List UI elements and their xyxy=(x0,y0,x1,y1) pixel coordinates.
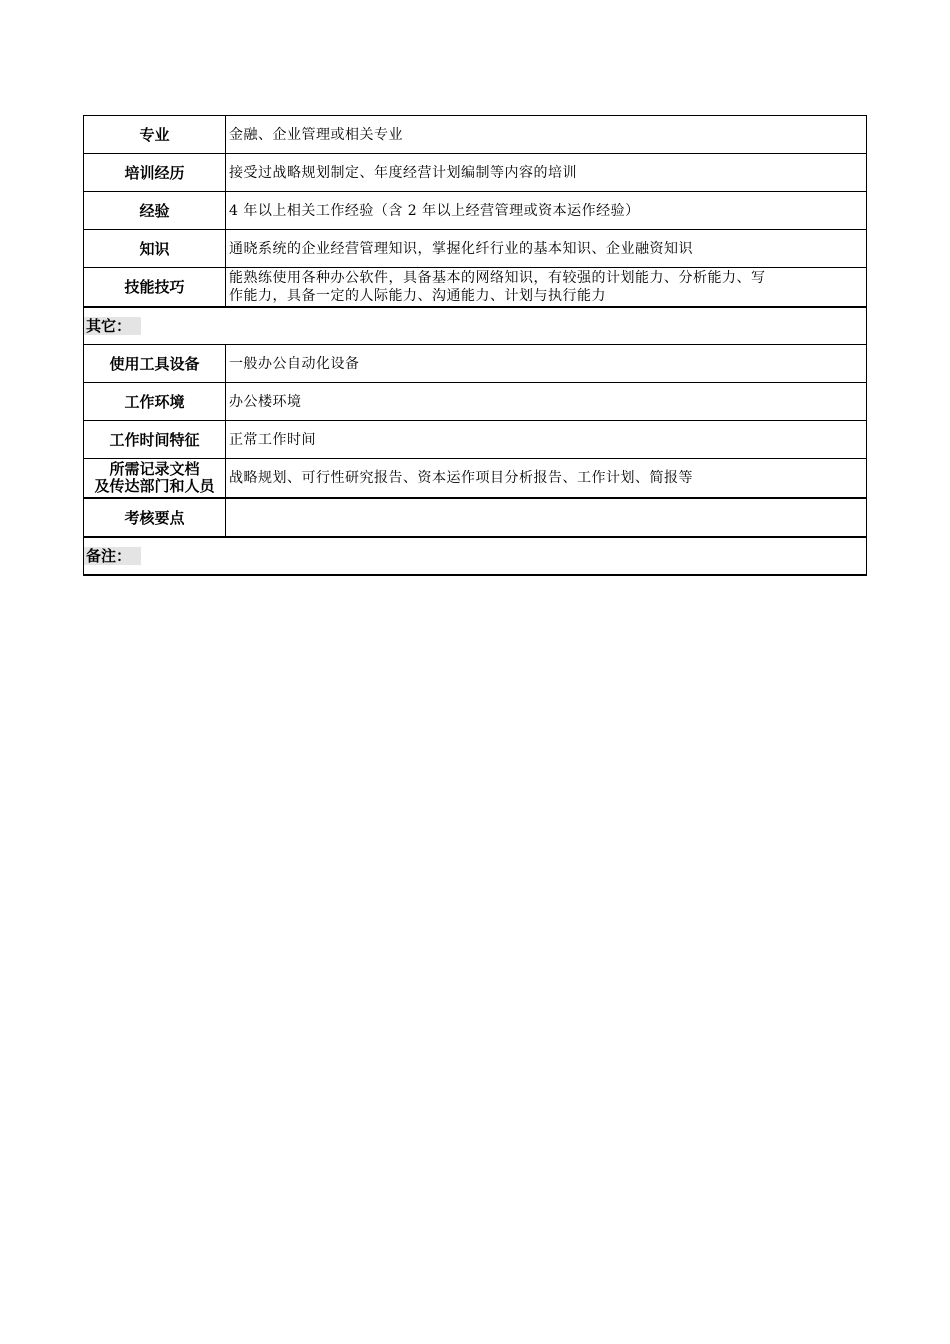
documents-value: 战略规划、可行性研究报告、资本运作项目分析报告、工作计划、简报等 xyxy=(226,459,867,499)
skills-value-line-1: 能熟练使用各种办公软件，具备基本的网络知识，有较强的计划能力、分析能力、写 xyxy=(229,270,766,286)
job-requirements-table xyxy=(83,115,867,576)
major-value: 金融、企业管理或相关专业 xyxy=(226,116,867,154)
documents-label-line-2: 及传达部门和人员 xyxy=(94,477,215,495)
row-tools xyxy=(84,345,867,383)
other-section-label: 其它： xyxy=(84,317,141,335)
tools-label: 使用工具设备 xyxy=(84,345,226,383)
skills-label: 技能技巧 xyxy=(84,268,226,308)
training-label: 培训经历 xyxy=(84,154,226,192)
experience-label: 经验 xyxy=(84,192,226,230)
row-training xyxy=(84,154,867,192)
remarks-section-label: 备注： xyxy=(84,547,141,565)
other-section-header xyxy=(84,307,867,345)
training-value: 接受过战略规划制定、年度经营计划编制等内容的培训 xyxy=(226,154,867,192)
row-major xyxy=(84,116,867,154)
remarks-section-header xyxy=(84,537,867,575)
documents-label-line-1: 所需记录文档 xyxy=(109,460,200,478)
row-environment xyxy=(84,383,867,421)
knowledge-value: 通晓系统的企业经营管理知识，掌握化纤行业的基本知识、企业融资知识 xyxy=(226,230,867,268)
environment-label: 工作环境 xyxy=(84,383,226,421)
major-label: 专业 xyxy=(84,116,226,154)
work-hours-value: 正常工作时间 xyxy=(226,421,867,459)
knowledge-label: 知识 xyxy=(84,230,226,268)
assessment-value xyxy=(226,498,867,537)
experience-value: 4 年以上相关工作经验（含 2 年以上经营管理或资本运作经验） xyxy=(226,192,867,230)
assessment-label: 考核要点 xyxy=(84,498,226,537)
row-documents xyxy=(84,459,867,499)
tools-value: 一般办公自动化设备 xyxy=(226,345,867,383)
row-experience xyxy=(84,192,867,230)
row-skills xyxy=(84,268,867,308)
environment-value: 办公楼环境 xyxy=(226,383,867,421)
row-assessment xyxy=(84,498,867,537)
row-other-section xyxy=(84,307,867,345)
work-hours-label: 工作时间特征 xyxy=(84,421,226,459)
row-knowledge xyxy=(84,230,867,268)
documents-label xyxy=(84,459,226,499)
row-work-hours xyxy=(84,421,867,459)
skills-value xyxy=(226,268,867,308)
skills-value-line-2: 作能力，具备一定的人际能力、沟通能力、计划与执行能力 xyxy=(229,288,606,304)
row-remarks-section xyxy=(84,537,867,575)
